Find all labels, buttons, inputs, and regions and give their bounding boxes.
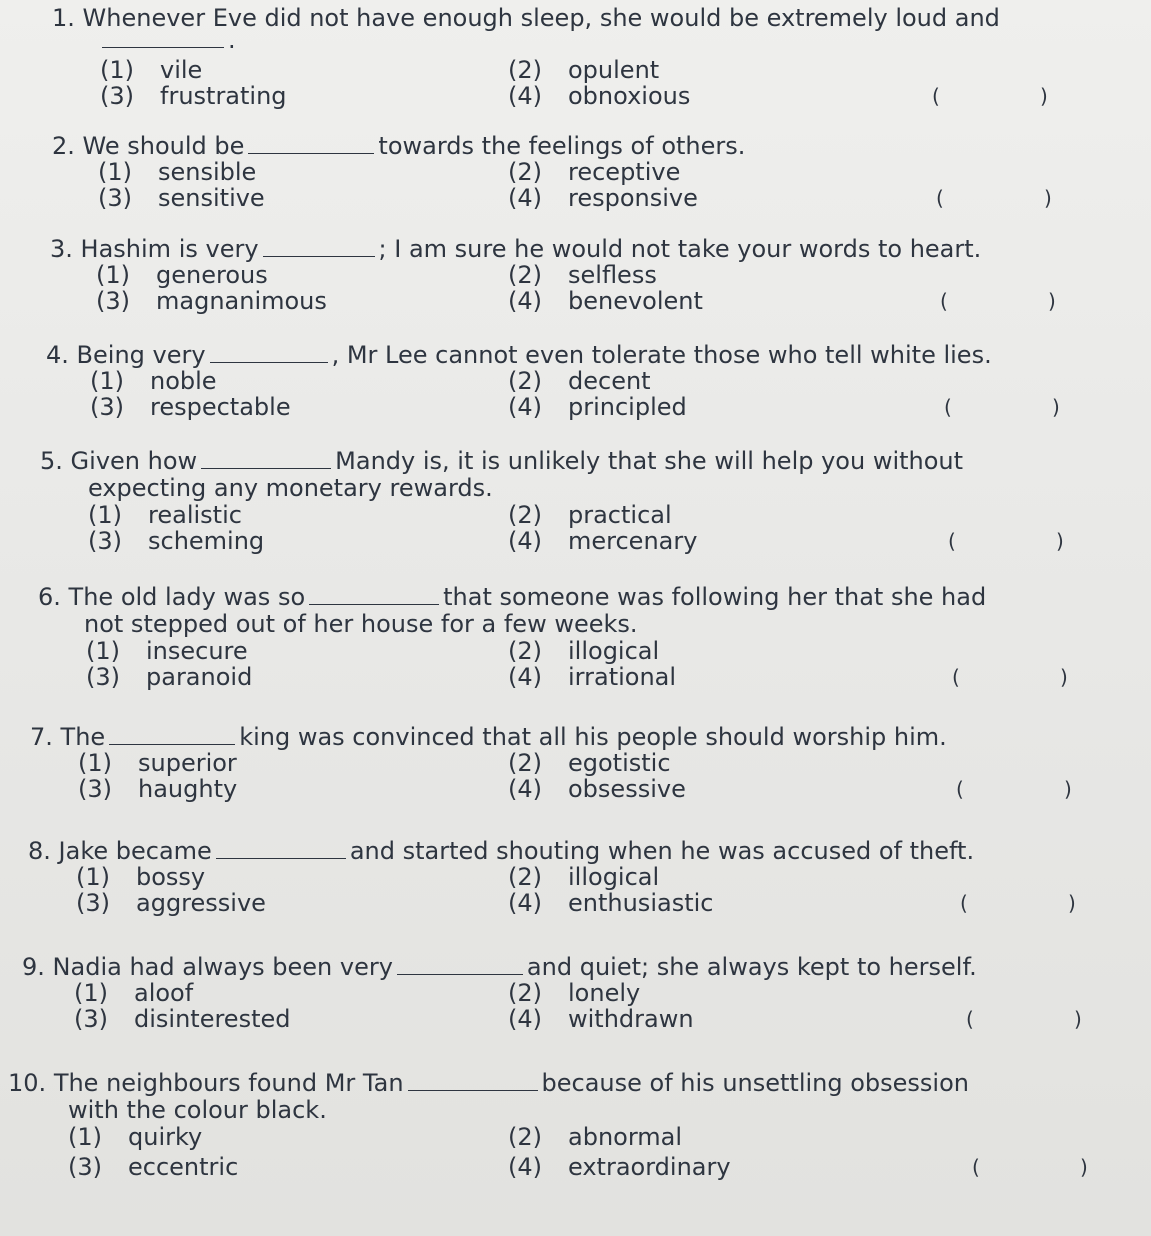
option-number: (2)	[508, 158, 542, 186]
option-number: (4)	[508, 82, 542, 110]
option-3[interactable]	[90, 393, 291, 421]
option-text: withdrawn	[568, 1005, 694, 1033]
answer-bracket-close[interactable]: )	[1040, 84, 1048, 108]
question-number: 6.	[38, 583, 61, 611]
option-number: (2)	[508, 367, 542, 395]
answer-bracket-close[interactable]: )	[1048, 289, 1056, 313]
option-2[interactable]	[508, 637, 659, 665]
option-1[interactable]	[96, 261, 268, 289]
option-1[interactable]	[78, 749, 237, 777]
option-text: selfless	[568, 261, 657, 289]
option-2[interactable]	[508, 56, 659, 84]
option-number: (4)	[508, 889, 542, 917]
option-2[interactable]	[508, 749, 671, 777]
option-text: enthusiastic	[568, 889, 714, 917]
option-text: sensitive	[158, 184, 265, 212]
option-number: (2)	[508, 979, 542, 1007]
option-3[interactable]	[78, 775, 237, 803]
question-stem-continued: not stepped out of her house for a few weeks.	[84, 610, 638, 638]
answer-bracket-close[interactable]: )	[1044, 186, 1052, 210]
question-stem-continued: expecting any monetary rewards.	[88, 474, 493, 502]
option-text: aloof	[134, 979, 194, 1007]
option-2[interactable]	[508, 261, 657, 289]
option-4[interactable]	[508, 82, 690, 110]
stem-text-2: , Mr Lee cannot even tolerate those who tell white lies.	[331, 341, 992, 369]
stem-text-1: We should be	[82, 132, 245, 160]
answer-bracket-open[interactable]: (	[966, 1007, 974, 1031]
option-number: (4)	[508, 393, 542, 421]
question-number: 7.	[30, 723, 53, 751]
option-2[interactable]	[508, 1123, 682, 1151]
option-text: decent	[568, 367, 651, 395]
question-stem	[22, 953, 977, 981]
option-text: opulent	[568, 56, 660, 84]
answer-bracket-open[interactable]: (	[952, 665, 960, 689]
option-text: illogical	[568, 637, 660, 665]
option-number: (2)	[508, 1123, 542, 1151]
option-2[interactable]	[508, 863, 659, 891]
stem-text-1: The old lady was so	[68, 583, 306, 611]
option-3[interactable]	[98, 184, 265, 212]
option-number: (3)	[96, 287, 130, 315]
option-text: eccentric	[128, 1153, 239, 1181]
answer-blank[interactable]	[210, 342, 328, 363]
answer-bracket-close[interactable]: )	[1064, 777, 1072, 801]
answer-bracket-open[interactable]: (	[944, 395, 952, 419]
stem-text-2: towards the feelings of others.	[378, 132, 746, 160]
option-2[interactable]	[508, 979, 640, 1007]
option-text: frustrating	[160, 82, 287, 110]
question-number: 2.	[52, 132, 75, 160]
option-number: (3)	[74, 1005, 108, 1033]
answer-bracket-close[interactable]: )	[1068, 891, 1076, 915]
question-stem	[28, 837, 974, 865]
answer-blank[interactable]	[263, 236, 375, 257]
option-text: abnormal	[568, 1123, 683, 1151]
option-number: (4)	[508, 184, 542, 212]
answer-blank[interactable]	[109, 724, 235, 745]
option-text: irrational	[568, 663, 677, 691]
stem-text-2: .	[228, 26, 236, 54]
option-number: (3)	[68, 1153, 102, 1181]
stem-text-1: The neighbours found Mr Tan	[53, 1069, 404, 1097]
option-text: obnoxious	[568, 82, 691, 110]
option-number: (2)	[508, 749, 542, 777]
stem-text-1: Jake became	[58, 837, 212, 865]
stem-text-1: The	[60, 723, 106, 751]
option-number: (1)	[76, 863, 110, 891]
option-text: receptive	[568, 158, 681, 186]
option-1[interactable]	[76, 863, 205, 891]
option-number: (4)	[508, 663, 542, 691]
option-3[interactable]	[74, 1005, 290, 1033]
answer-blank[interactable]	[408, 1070, 538, 1091]
option-text: scheming	[148, 527, 265, 555]
option-number: (1)	[88, 501, 122, 529]
option-1[interactable]	[90, 367, 217, 395]
option-number: (2)	[508, 637, 542, 665]
option-number: (3)	[76, 889, 110, 917]
answer-blank[interactable]	[248, 133, 374, 154]
answer-bracket-close[interactable]: )	[1080, 1155, 1088, 1179]
option-number: (3)	[78, 775, 112, 803]
option-text: egotistic	[568, 749, 671, 777]
option-1[interactable]	[98, 158, 256, 186]
option-text: responsive	[568, 184, 698, 212]
answer-bracket-open[interactable]: (	[956, 777, 964, 801]
option-text: realistic	[148, 501, 242, 529]
answer-blank[interactable]	[309, 584, 439, 605]
option-number: (1)	[74, 979, 108, 1007]
option-number: (3)	[100, 82, 134, 110]
stem-text-2: and quiet; she always kept to herself.	[526, 953, 977, 981]
question-number: 1.	[52, 4, 75, 32]
stem-text-1: Being very	[76, 341, 206, 369]
option-text: superior	[138, 749, 237, 777]
option-number: (3)	[90, 393, 124, 421]
stem-text-2: and started shouting when he was accused of theft.	[349, 837, 975, 865]
answer-blank[interactable]	[216, 838, 346, 859]
option-4[interactable]	[508, 527, 697, 555]
question-number: 10.	[8, 1069, 47, 1097]
question-number: 8.	[28, 837, 51, 865]
question-number: 4.	[46, 341, 69, 369]
option-number: (4)	[508, 1153, 542, 1181]
option-2[interactable]	[508, 501, 672, 529]
option-number: (3)	[86, 663, 120, 691]
option-number: (2)	[508, 863, 542, 891]
answer-bracket-open[interactable]: (	[936, 186, 944, 210]
question-number: 9.	[22, 953, 45, 981]
option-number: (1)	[100, 56, 134, 84]
option-4[interactable]	[508, 663, 676, 691]
answer-blank[interactable]	[102, 27, 224, 48]
question-number: 3.	[50, 235, 73, 263]
question-stem	[50, 235, 981, 263]
stem-text-2: because of his unsettling obsession	[541, 1069, 969, 1097]
question-stem	[8, 1069, 969, 1097]
answer-bracket-open[interactable]: (	[972, 1155, 980, 1179]
question-stem	[40, 447, 963, 475]
option-number: (1)	[90, 367, 124, 395]
answer-bracket-close[interactable]: )	[1074, 1007, 1082, 1031]
option-3[interactable]	[100, 82, 287, 110]
option-1[interactable]	[100, 56, 202, 84]
option-text: respectable	[150, 393, 291, 421]
question-stem	[52, 132, 745, 160]
option-text: benevolent	[568, 287, 703, 315]
question-stem	[46, 341, 992, 369]
question-stem-continued: with the colour black.	[68, 1096, 327, 1124]
answer-blank[interactable]	[397, 954, 523, 975]
option-1[interactable]	[74, 979, 193, 1007]
option-number: (2)	[508, 501, 542, 529]
answer-bracket-close[interactable]: )	[1060, 665, 1068, 689]
option-number: (3)	[98, 184, 132, 212]
option-4[interactable]	[508, 287, 703, 315]
option-3[interactable]	[86, 663, 252, 691]
option-text: bossy	[136, 863, 206, 891]
question-stem	[38, 583, 986, 611]
option-text: extraordinary	[568, 1153, 731, 1181]
option-number: (4)	[508, 287, 542, 315]
option-number: (4)	[508, 1005, 542, 1033]
stem-text-1: Hashim is very	[80, 235, 259, 263]
option-text: quirky	[128, 1123, 203, 1151]
stem-text-2: ; I am sure he would not take your words to heart.	[378, 235, 982, 263]
answer-bracket-open[interactable]: (	[940, 289, 948, 313]
stem-text-1: Nadia had always been very	[52, 953, 393, 981]
option-text: illogical	[568, 863, 660, 891]
answer-bracket-open[interactable]: (	[932, 84, 940, 108]
option-text: haughty	[138, 775, 238, 803]
option-number: (4)	[508, 775, 542, 803]
option-4[interactable]	[508, 393, 687, 421]
option-text: insecure	[146, 637, 248, 665]
option-1[interactable]	[86, 637, 248, 665]
option-number: (2)	[508, 56, 542, 84]
option-text: magnanimous	[156, 287, 327, 315]
question-number: 5.	[40, 447, 63, 475]
option-3[interactable]	[96, 287, 327, 315]
question-stem	[30, 723, 947, 751]
option-number: (1)	[96, 261, 130, 289]
answer-bracket-close[interactable]: )	[1056, 529, 1064, 553]
option-number: (4)	[508, 527, 542, 555]
option-text: vile	[160, 56, 203, 84]
answer-blank[interactable]	[201, 448, 331, 469]
answer-bracket-close[interactable]: )	[1052, 395, 1060, 419]
option-text: practical	[568, 501, 672, 529]
option-text: principled	[568, 393, 687, 421]
option-1[interactable]	[68, 1123, 202, 1151]
option-number: (1)	[68, 1123, 102, 1151]
option-number: (2)	[508, 261, 542, 289]
answer-bracket-open[interactable]: (	[960, 891, 968, 915]
answer-bracket-open[interactable]: (	[948, 529, 956, 553]
option-2[interactable]	[508, 367, 651, 395]
option-text: obsessive	[568, 775, 686, 803]
option-text: lonely	[568, 979, 641, 1007]
option-4[interactable]	[508, 889, 713, 917]
stem-text-1: Whenever Eve did not have enough sleep, she would be extremely loud and	[82, 4, 1000, 32]
option-4[interactable]	[508, 184, 698, 212]
stem-text-1: Given how	[70, 447, 198, 475]
option-number: (3)	[88, 527, 122, 555]
option-3[interactable]	[88, 527, 264, 555]
option-text: generous	[156, 261, 268, 289]
option-4[interactable]	[508, 1005, 694, 1033]
option-text: paranoid	[146, 663, 253, 691]
answer-blank-line	[98, 26, 236, 54]
option-number: (1)	[86, 637, 120, 665]
option-2[interactable]	[508, 158, 680, 186]
option-text: noble	[150, 367, 217, 395]
option-3[interactable]	[76, 889, 266, 917]
stem-text-2: Mandy is, it is unlikely that she will help you without	[335, 447, 964, 475]
option-number: (1)	[78, 749, 112, 777]
option-number: (1)	[98, 158, 132, 186]
option-3[interactable]	[68, 1153, 238, 1181]
option-4[interactable]	[508, 775, 686, 803]
option-text: mercenary	[568, 527, 698, 555]
stem-text-2: king was convinced that all his people should worship him.	[239, 723, 947, 751]
stem-text-2: that someone was following her that she had	[443, 583, 987, 611]
option-1[interactable]	[88, 501, 242, 529]
option-4[interactable]	[508, 1153, 731, 1181]
option-text: disinterested	[134, 1005, 291, 1033]
option-text: aggressive	[136, 889, 266, 917]
option-text: sensible	[158, 158, 257, 186]
